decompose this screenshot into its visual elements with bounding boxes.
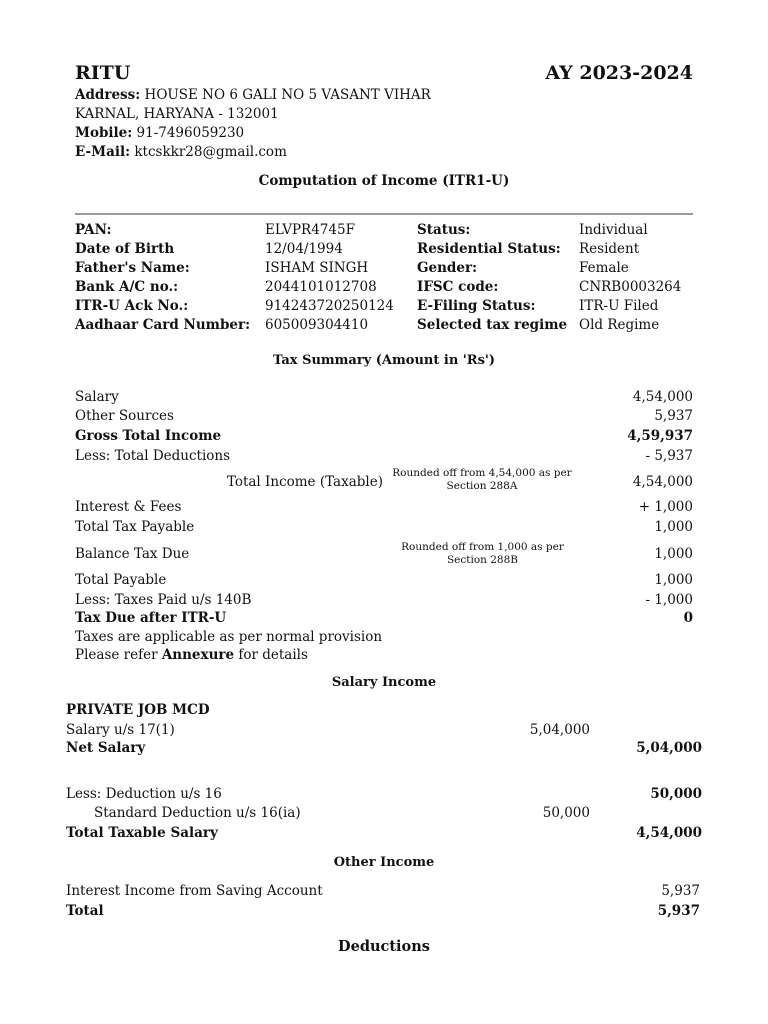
total-tax-payable-label: Total Tax Payable	[75, 519, 195, 535]
header-divider	[75, 213, 693, 215]
salary-17-1-value: 5,04,000	[529, 722, 590, 738]
total-income-value: 4,54,000	[632, 474, 693, 490]
mobile-label: Mobile:	[75, 125, 133, 141]
gross-total-value: 4,59,937	[627, 428, 693, 444]
tax-summary-heading: Tax Summary (Amount in 'Rs')	[272, 353, 496, 368]
less-deductions-value: - 5,937	[645, 448, 693, 464]
annexure-note-post: for details	[234, 647, 308, 663]
address-label: Address:	[75, 87, 141, 103]
address-line1	[75, 87, 431, 103]
total-tax-payable-value: 1,000	[654, 519, 693, 535]
address-line2: KARNAL, HARYANA - 132001	[75, 106, 279, 122]
salary-17-1-label: Salary u/s 17(1)	[66, 722, 175, 738]
interest-saving-label: Interest Income from Saving Account	[66, 883, 323, 899]
info-value-aadhaar: 605009304410	[265, 317, 369, 333]
other-income-heading: Other Income	[333, 855, 435, 870]
salary-label: Salary	[75, 389, 119, 405]
info-label-status: Status:	[417, 222, 471, 238]
total-income-note: Rounded off from 4,54,000 as per Section 288A	[392, 467, 572, 492]
info-label-tax-regime: Selected tax regime	[417, 317, 568, 333]
taxpayer-name: RITU	[75, 62, 131, 84]
tax-due-after-label: Tax Due after ITR-U	[75, 610, 227, 626]
info-label-ifsc: IFSC code:	[417, 279, 499, 295]
address-value: HOUSE NO 6 GALI NO 5 VASANT VIHAR	[140, 87, 431, 103]
other-sources-label: Other Sources	[75, 408, 174, 424]
interest-saving-value: 5,937	[661, 883, 700, 899]
net-salary-label: Net Salary	[66, 740, 146, 756]
balance-tax-due-note: Rounded off from 1,000 as per Section 288B	[401, 541, 564, 566]
info-value-gender: Female	[579, 260, 629, 276]
annexure-link-text: Annexure	[161, 647, 235, 663]
employer-name: PRIVATE JOB MCD	[66, 702, 210, 718]
info-value-tax-regime: Old Regime	[579, 317, 660, 333]
info-value-bank-account: 2044101012708	[265, 279, 377, 295]
info-value-ifsc: CNRB0003264	[579, 279, 682, 295]
info-label-aadhaar: Aadhaar Card Number:	[75, 317, 251, 333]
mobile-value: 91-7496059230	[132, 125, 245, 141]
salary-value: 4,54,000	[632, 389, 693, 405]
total-taxable-salary-label: Total Taxable Salary	[66, 825, 218, 841]
deductions-heading: Deductions	[338, 938, 430, 955]
info-label-father-name: Father's Name:	[75, 260, 190, 276]
info-value-ack-no: 914243720250124	[265, 298, 394, 314]
info-label-gender: Gender:	[417, 260, 478, 276]
deduction-16-label: Less: Deduction u/s 16	[66, 786, 222, 802]
salary-income-heading: Salary Income	[331, 675, 437, 690]
net-salary-value: 5,04,000	[636, 740, 702, 756]
taxes-paid-label: Less: Taxes Paid u/s 140B	[75, 592, 252, 608]
mobile-line	[75, 125, 244, 141]
info-value-status: Individual	[579, 222, 648, 238]
standard-deduction-value: 50,000	[542, 805, 590, 821]
interest-fees-label: Interest & Fees	[75, 499, 182, 515]
document-title: Computation of Income (ITR1-U)	[258, 173, 510, 189]
interest-fees-value: + 1,000	[638, 499, 693, 515]
info-label-dob: Date of Birth	[75, 241, 175, 257]
email-value: ktcskkr28@gmail.com	[130, 144, 287, 160]
email-label: E-Mail:	[75, 144, 131, 160]
balance-tax-due-value: 1,000	[654, 546, 693, 562]
less-deductions-label: Less: Total Deductions	[75, 448, 231, 464]
total-payable-value: 1,000	[654, 572, 693, 588]
info-value-pan: ELVPR4745F	[265, 222, 355, 238]
total-payable-label: Total Payable	[75, 572, 167, 588]
balance-tax-due-label: Balance Tax Due	[75, 546, 190, 562]
info-value-residential-status: Resident	[579, 241, 640, 257]
standard-deduction-label: Standard Deduction u/s 16(ia)	[94, 805, 301, 821]
tax-note-provision: Taxes are applicable as per normal provision	[75, 629, 383, 645]
info-value-dob: 12/04/1994	[265, 241, 343, 257]
info-label-efiling-status: E-Filing Status:	[417, 298, 536, 314]
info-label-pan: PAN:	[75, 222, 112, 238]
taxes-paid-value: - 1,000	[645, 592, 693, 608]
other-income-total-value: 5,937	[657, 903, 700, 919]
info-label-bank-account: Bank A/C no.:	[75, 279, 179, 295]
assessment-year: AY 2023-2024	[545, 62, 693, 84]
annexure-note-pre: Please refer	[75, 647, 162, 663]
email-line	[75, 144, 287, 160]
other-sources-value: 5,937	[654, 408, 693, 424]
info-value-father-name: ISHAM SINGH	[265, 260, 369, 276]
info-label-residential-status: Residential Status:	[417, 241, 561, 257]
other-income-total-label: Total	[66, 903, 104, 919]
info-label-ack-no: ITR-U Ack No.:	[75, 298, 189, 314]
total-income-label: Total Income (Taxable)	[226, 474, 383, 490]
annexure-note	[75, 647, 308, 663]
deduction-16-value: 50,000	[650, 786, 702, 802]
gross-total-label: Gross Total Income	[75, 428, 222, 444]
info-value-efiling-status: ITR-U Filed	[579, 298, 659, 314]
total-taxable-salary-value: 4,54,000	[636, 825, 702, 841]
tax-due-after-value: 0	[683, 610, 693, 626]
